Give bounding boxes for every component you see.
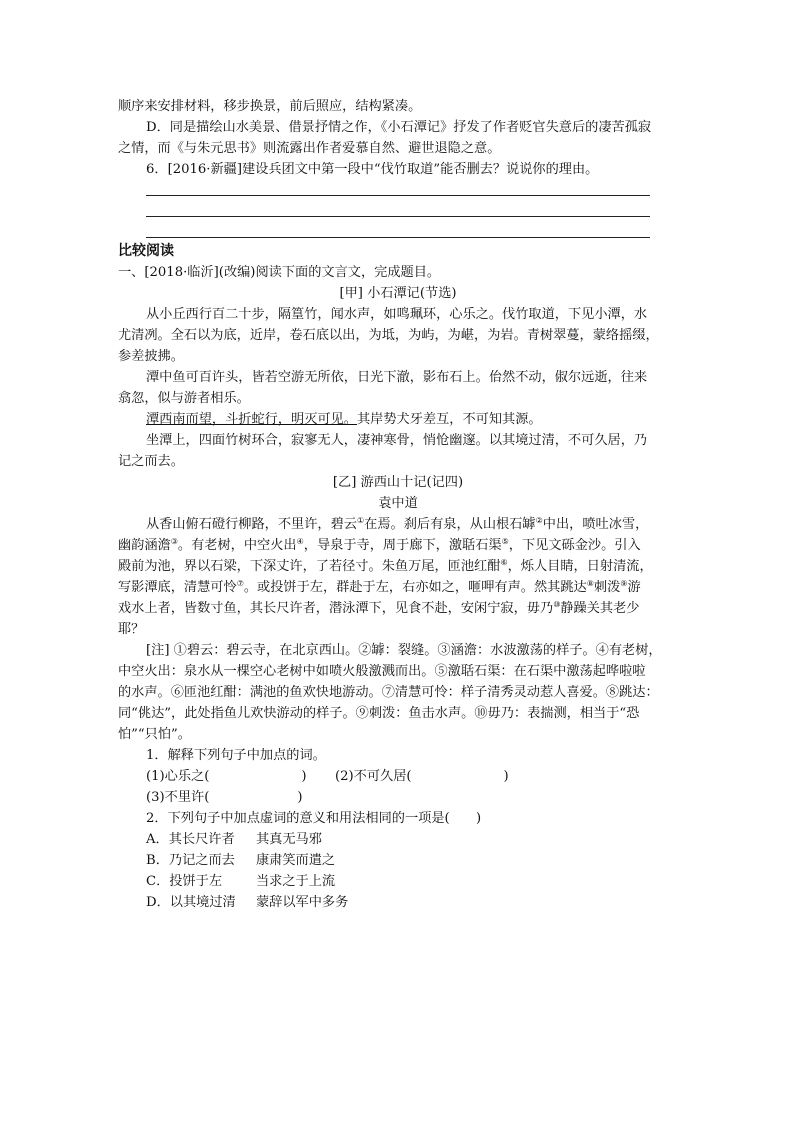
underlined-sentence: 潭西南而望，斗折蛇行，明灭可见。 (146, 412, 357, 427)
answer-line (146, 216, 650, 217)
question-1-stem: 1．解释下列句子中加点的词。 (146, 748, 326, 763)
section-title: 比较阅读 (118, 243, 174, 259)
yi-line: 写影潭底，清慧可怜⑦。或投饼于左，群赴于左，右亦如之，咂呷有声。然其跳达⑧刺泼⑨游 (118, 579, 641, 595)
option-a[interactable]: A．其长尺许者 其真无马邪 (146, 832, 322, 847)
text-yi-author: 袁中道 (378, 496, 418, 511)
answer-line (146, 195, 650, 196)
notes-line: [注] ①碧云：碧云寺，在北京西山。②罅：裂缝。③涵澹：水波激荡的样子。④有老树， (146, 643, 662, 658)
text-yi-title: [乙] 游西山十记(记四) (332, 475, 464, 490)
yi-line: 戏水上者，皆数寸鱼，其长尺许者，潜泳潭下，见食不赴，安闲宁寂，毋乃⑩静躁关其老少 (118, 600, 640, 616)
yi-line: 耶？ (118, 622, 145, 637)
notes-line: 中空火出：泉水从一棵空心老树中如喷火般激溅而出。⑤激聒石渠：在石渠中激荡起哗啦啦 (118, 664, 646, 679)
question-2-stem: 2．下列句子中加点虚词的意义和用法相同的一项是( ) (146, 811, 482, 826)
question-1-items: (3)不里许( ) (146, 790, 303, 805)
notes-line: 同“佻达”，此处指鱼儿欢快游动的样子。⑨刺泼：鱼击水声。⑩毋乃：表揣测，相当于“恐 (118, 706, 640, 721)
jia-p2-line: 翕忽，似与游者相乐。 (118, 391, 250, 406)
text-jia-title: [甲] 小石潭记(节选) (339, 286, 457, 301)
question-1-items: (1)心乐之( ) (2)不可久居( ) (146, 769, 509, 784)
text-line: 之情，而《与朱元思书》则流露出作者爱慕自然、避世退隐之意。 (118, 141, 501, 156)
yi-line: 从香山俯石磴行柳路，不里许，碧云①在焉。刹后有泉，从山根石罅②中出，喷吐冰雪， (146, 516, 649, 532)
option-c[interactable]: C．投饼于左 当求之于上流 (146, 874, 336, 889)
footnote-marker: ⑨ (620, 579, 628, 588)
jia-p2-line: 潭中鱼可百许头，皆若空游无所依，日光下澈，影布石上。佁然不动，俶尔远逝，往来 (146, 370, 648, 385)
footnote-marker: ⑥ (500, 558, 508, 567)
footnote-marker: ③ (170, 537, 178, 546)
yi-line: 幽韵涵澹③。有老树，中空火出④，导泉于寺，周于廊下，激聒石渠⑤，下见文砾金沙。引入 (118, 537, 641, 553)
jia-p4-line: 坐潭上，四面竹树环合，寂寥无人，凄神寒骨，悄怆幽邃。以其境过清，不可久居，乃 (146, 433, 648, 448)
yi-line: 殿前为池，界以石梁，下深丈许，了若径寸。朱鱼万尾，匝池红酣⑥，烁人目睛，日射清流， (118, 558, 653, 574)
sentence-rest: 其岸势犬牙差互，不可知其源。 (357, 412, 542, 427)
option-d[interactable]: D．以其境过清 蒙辞以军中多务 (146, 895, 349, 910)
jia-p1-line: 从小丘西行百二十步，隔篁竹，闻水声，如鸣珮环，心乐之。伐竹取道，下见小潭，水 (146, 307, 648, 322)
notes-line: 怕”“只怕”。 (118, 727, 191, 742)
footnote-marker: ① (357, 516, 365, 525)
footnote-marker: ⑤ (501, 537, 509, 546)
question-6: 6．[2016·新疆]建设兵团文中第一段中“伐竹取道”能否删去？说说你的理由。 (146, 162, 599, 177)
text-line: 顺序来安排材料，移步换景，前后照应，结构紧凑。 (118, 99, 422, 114)
answer-line (146, 237, 650, 238)
jia-p3-line (146, 409, 678, 430)
jia-p4-line: 记之而去。 (118, 454, 184, 469)
option-d-line: D．同是描绘山水美景、借景抒情之作，《小石潭记》抒发了作者贬官失意后的凄苦孤寂 (146, 120, 652, 135)
jia-p1-line: 尤清冽。全石以为底，近岸，卷石底以出，为坻，为屿，为嵁，为岩。青树翠蔓，蒙络摇缀， (118, 328, 659, 343)
footnote-marker: ④ (296, 537, 304, 546)
option-b[interactable]: B．乃记之而去 康肃笑而遣之 (146, 853, 336, 868)
notes-line: 的水声。⑥匝池红酣：满池的鱼欢快地游动。⑦清慧可怜：样子清秀灵动惹人喜爱。⑧跳达： (118, 685, 659, 700)
section-intro: 一、[2018·临沂](改编)阅读下面的文言文，完成题目。 (118, 265, 441, 280)
jia-p1-line: 参差披拂。 (118, 349, 184, 364)
footnote-marker: ② (535, 516, 543, 525)
footnote-marker: ⑩ (553, 600, 561, 609)
footnote-marker: ⑧ (586, 579, 594, 588)
footnote-marker: ⑦ (236, 579, 244, 588)
